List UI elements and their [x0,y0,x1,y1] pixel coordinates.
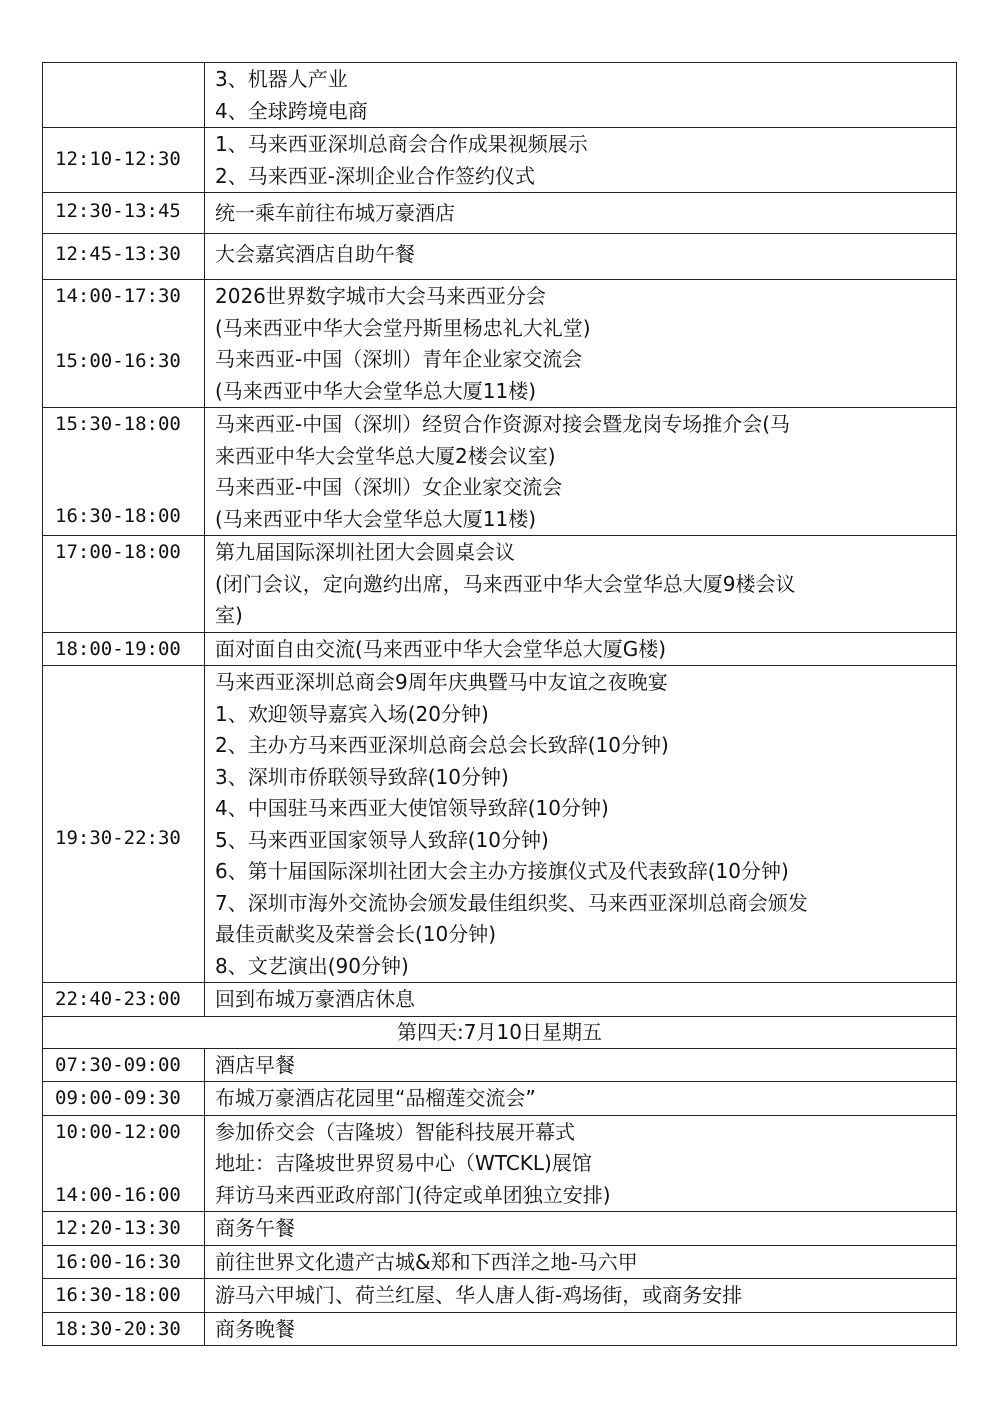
activity-line: 2、主办方马来西亚深圳总商会总会长致辞(10分钟) [215,733,669,757]
time-range: 18:00-19:00 [55,637,181,660]
time-range: 19:30-22:30 [55,827,181,849]
table-row [43,1115,957,1212]
activity-cell [205,1082,957,1116]
activity-line: 马来西亚-中国（深圳）经贸合作资源对接会暨龙岗专场推介会(马 [215,412,791,436]
time-range: 17:00-18:00 [55,541,181,563]
activity-line: 1、欢迎领导嘉宾入场(20分钟) [215,701,489,726]
activity-line: 室) [215,603,243,627]
time-cell [43,1082,205,1116]
activity-cell [205,1245,957,1279]
time-cell [43,63,205,128]
time-cell [43,1212,205,1246]
activity-line: 大会嘉宾酒店自助午餐 [215,242,415,266]
table-row [43,632,957,666]
time-cell [43,1245,205,1279]
table-row [43,536,957,633]
activity-line: 回到布城万豪酒店休息 [215,987,415,1011]
day-header: 第四天:7月10日星期五 [43,1016,957,1048]
table-row [43,408,957,536]
time-cell [43,666,205,983]
activity-line: 面对面自由交流(马来西亚中华大会堂华总大厦G楼) [215,636,667,661]
table-row [43,280,957,408]
time-range: 22:40-23:00 [55,988,181,1010]
table-row [43,1082,957,1116]
day-header-row [43,1016,957,1048]
activity-line: 马来西亚-中国（深圳）青年企业家交流会 [215,347,583,371]
time-range: 16:30-18:00 [55,505,181,527]
activity-cell [205,280,957,408]
activity-line: (闭门会议，定向邀约出席，马来西亚中华大会堂华总大厦9楼会议 [215,571,796,596]
activity-line: 5、马来西亚国家领导人致辞(10分钟) [215,827,549,852]
table-row [43,1312,957,1346]
time-range: 12:45-13:30 [55,243,181,265]
time-range: 14:00-17:30 [55,285,181,307]
activity-line: 8、文艺演出(90分钟) [215,953,409,978]
time-cell [43,234,205,280]
activity-cell [205,1312,957,1346]
activity-line: 4、中国驻马来西亚大使馆领导致辞(10分钟) [215,796,609,820]
table-row [43,1212,957,1246]
activity-line: 拜访马来西亚政府部门(待定或单团独立安排) [215,1182,611,1207]
table-row [43,193,957,234]
time-range: 16:00-16:30 [55,1250,181,1273]
activity-line: 参加侨交会（吉隆坡）智能科技展开幕式 [215,1119,575,1144]
activity-cell [205,1115,957,1212]
time-cell [43,1279,205,1313]
table-row [43,666,957,983]
time-range: 12:20-13:30 [55,1217,181,1239]
time-range: 10:00-12:00 [55,1120,181,1143]
activity-cell [205,1279,957,1313]
table-row [43,1048,957,1082]
time-cell [43,193,205,234]
time-range: 15:30-18:00 [55,413,181,435]
table-row [43,1245,957,1279]
table-row [43,234,957,280]
activity-line: 商务午餐 [215,1216,295,1240]
table-row [43,983,957,1017]
activity-line: 布城万豪酒店花园里“品榴莲交流会” [215,1086,536,1110]
activity-line: 马来西亚深圳总商会9周年庆典暨马中友谊之夜晚宴 [215,670,668,694]
activity-cell [205,234,957,280]
activity-cell [205,983,957,1017]
time-cell [43,632,205,666]
activity-line: 地址：吉隆坡世界贸易中心（WTCKL)展馆 [215,1151,592,1175]
time-cell [43,1048,205,1082]
activity-cell [205,63,957,128]
activity-line: 2、马来西亚-深圳企业合作签约仪式 [215,163,535,188]
schedule-page [42,62,956,1346]
time-range: 12:30-13:45 [55,200,181,222]
activity-cell [205,408,957,536]
time-range: 12:10-12:30 [55,148,181,170]
time-cell [43,408,205,536]
table-row [43,63,957,128]
activity-line: (马来西亚中华大会堂丹斯里杨忠礼大礼堂) [215,315,591,340]
activity-cell [205,1212,957,1246]
activity-cell [205,128,957,193]
activity-line: 4、全球跨境电商 [215,98,368,123]
activity-cell [205,536,957,633]
time-range: 09:00-09:30 [55,1087,181,1109]
activity-line: 最佳贡献奖及荣誉会长(10分钟) [215,922,497,946]
table-row [43,1279,957,1313]
activity-line: 1、马来西亚深圳总商会合作成果视频展示 [215,132,588,156]
activity-line: 统一乘车前往布城万豪酒店 [215,201,455,225]
activity-line: (马来西亚中华大会堂华总大厦11楼) [215,506,537,531]
activity-line: 7、深圳市海外交流协会颁发最佳组织奖、马来西亚深圳总商会颁发 [215,890,808,915]
time-cell [43,128,205,193]
activity-line: 2026世界数字城市大会马来西亚分会 [215,284,546,308]
activity-line: 商务晚餐 [215,1316,295,1341]
activity-cell [205,193,957,234]
activity-line: 3、深圳市侨联领导致辞(10分钟) [215,764,509,789]
activity-line: 酒店早餐 [215,1052,295,1077]
time-range: 18:30-20:30 [55,1317,181,1340]
time-cell [43,1115,205,1212]
time-range: 15:00-16:30 [55,350,181,372]
time-range: 16:30-18:00 [55,1284,181,1306]
activity-line: 马来西亚-中国（深圳）女企业家交流会 [215,475,563,499]
activity-cell [205,666,957,983]
time-cell [43,536,205,633]
table-row [43,128,957,193]
activity-line: 第九届国际深圳社团大会圆桌会议 [215,540,515,564]
activity-line: (马来西亚中华大会堂华总大厦11楼) [215,378,537,403]
time-cell [43,280,205,408]
activity-line: 6、第十届国际深圳社团大会主办方接旗仪式及代表致辞(10分钟) [215,859,789,883]
schedule-table [42,62,957,1346]
activity-cell [205,632,957,666]
activity-line: 前往世界文化遗产古城&郑和下西洋之地-马六甲 [215,1249,638,1274]
time-cell [43,983,205,1017]
time-range: 07:30-09:00 [55,1053,181,1076]
activity-line: 来西亚中华大会堂华总大厦2楼会议室) [215,443,556,468]
time-cell [43,1312,205,1346]
activity-cell [205,1048,957,1082]
activity-line: 游马六甲城门、荷兰红屋、华人唐人街-鸡场街，或商务安排 [215,1283,743,1307]
activity-line: 3、机器人产业 [215,67,348,91]
time-range: 14:00-16:00 [55,1183,181,1206]
